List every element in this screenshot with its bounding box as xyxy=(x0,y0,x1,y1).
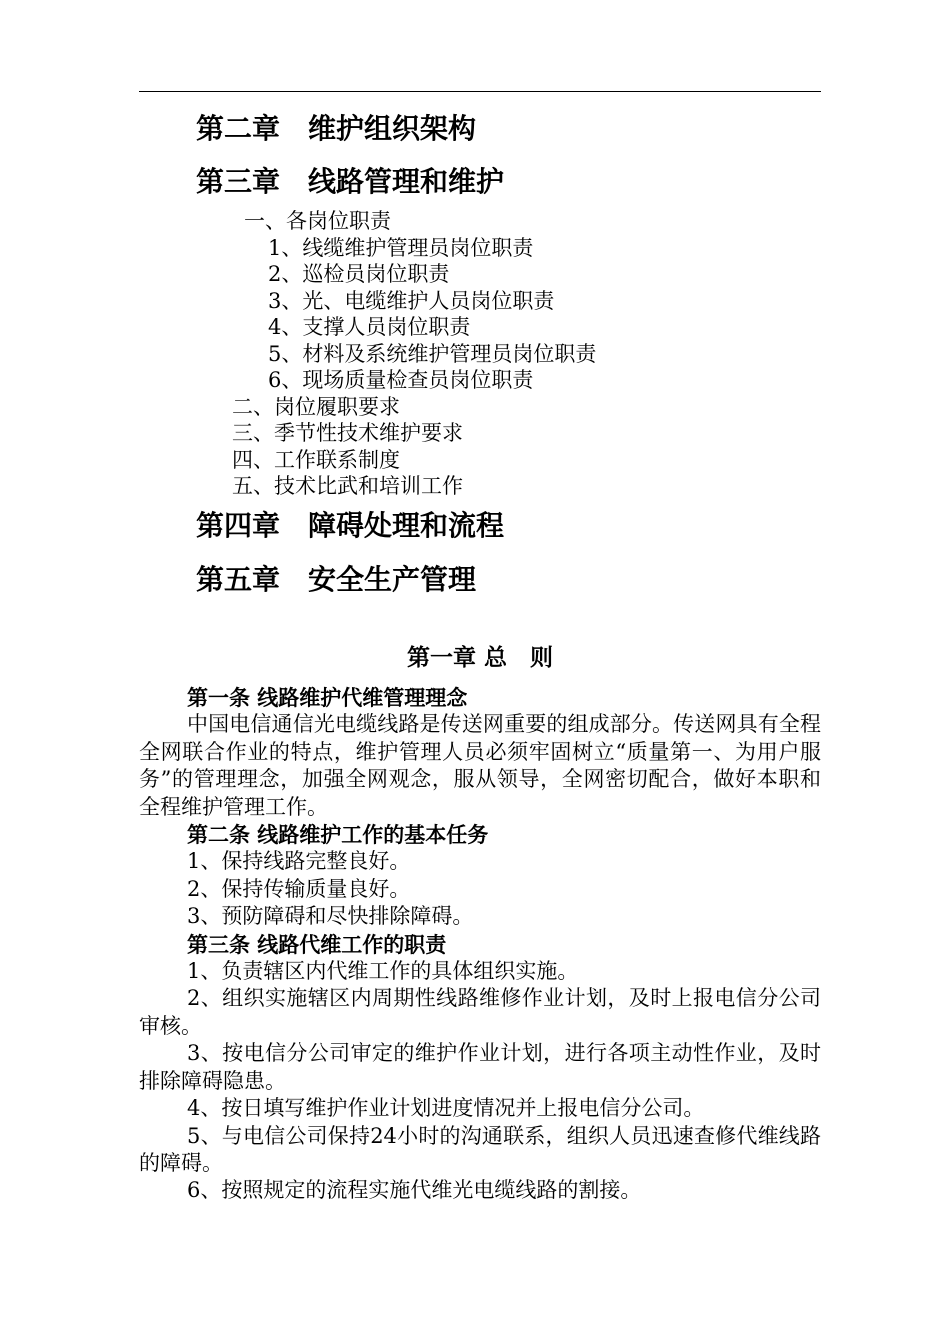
article-2-title: 第二条 线路维护工作的基本任务 xyxy=(187,822,489,848)
toc-section-2: 二、岗位履职要求 xyxy=(232,395,400,419)
toc-section-1: 一、各岗位职责 xyxy=(244,209,391,233)
toc-chapter-4: 第四章 障碍处理和流程 xyxy=(196,509,505,542)
article-3-item: 1、负责辖区内代维工作的具体组织实施。 xyxy=(187,959,579,984)
article-3-item: 5、与电信公司保持24小时的沟通联系，组织人员迅速查修代维线路的障碍。 xyxy=(139,1123,821,1175)
toc-section-4: 四、工作联系制度 xyxy=(232,448,400,472)
toc-subsection-1-2: 2、巡检员岗位职责 xyxy=(268,262,450,286)
article-3-item: 4、按日填写维护作业计划进度情况并上报电信分公司。 xyxy=(187,1096,705,1121)
article-3-item: 3、按电信分公司审定的维护作业计划，进行各项主动性作业，及时排除障碍隐患。 xyxy=(139,1041,821,1093)
toc-subsection-1-3: 3、光、电缆维护人员岗位职责 xyxy=(268,289,555,313)
article-2-item: 2、保持传输质量良好。 xyxy=(187,876,411,901)
article-3-title: 第三条 线路代维工作的职责 xyxy=(187,931,447,957)
article-3-item: 2、组织实施辖区内周期性线路维修作业计划，及时上报电信分公司审核。 xyxy=(139,986,821,1038)
chapter-1-body xyxy=(139,684,821,1205)
toc-chapter-3: 第三章 线路管理和维护 xyxy=(196,165,505,198)
toc-subsection-1-5: 5、材料及系统维护管理员岗位职责 xyxy=(268,342,597,366)
toc-subsection-1-4: 4、支撑人员岗位职责 xyxy=(268,315,471,339)
toc-section-5: 五、技术比武和培训工作 xyxy=(232,474,463,498)
toc-chapter-2: 第二章 维护组织架构 xyxy=(196,112,477,145)
header-rule xyxy=(139,91,821,92)
toc-subsection-1-1: 1、线缆维护管理员岗位职责 xyxy=(268,236,534,260)
toc-subsection-1-6: 6、现场质量检查员岗位职责 xyxy=(268,368,534,392)
article-1-title: 第一条 线路维护代维管理理念 xyxy=(187,685,468,710)
article-1-text: 中国电信通信光电缆线路是传送网重要的组成部分。传送网具有全程全网联合作业的特点，维护管理人员必须牢固树立“质量第一、为用户服务”的管理理念，加强全网观念，服从领导，全网密切配合，做好本职和全程维护管理工作。 xyxy=(139,712,821,819)
chapter-1-title: 第一章 总 则 xyxy=(406,644,553,671)
article-3-item: 6、按照规定的流程实施代维光电缆线路的割接。 xyxy=(187,1178,642,1203)
toc-section-3: 三、季节性技术维护要求 xyxy=(232,421,463,445)
toc-chapter-5: 第五章 安全生产管理 xyxy=(196,563,477,596)
article-2-item: 3、预防障碍和尽快排除障碍。 xyxy=(187,904,474,929)
article-2-item: 1、保持线路完整良好。 xyxy=(187,849,411,874)
